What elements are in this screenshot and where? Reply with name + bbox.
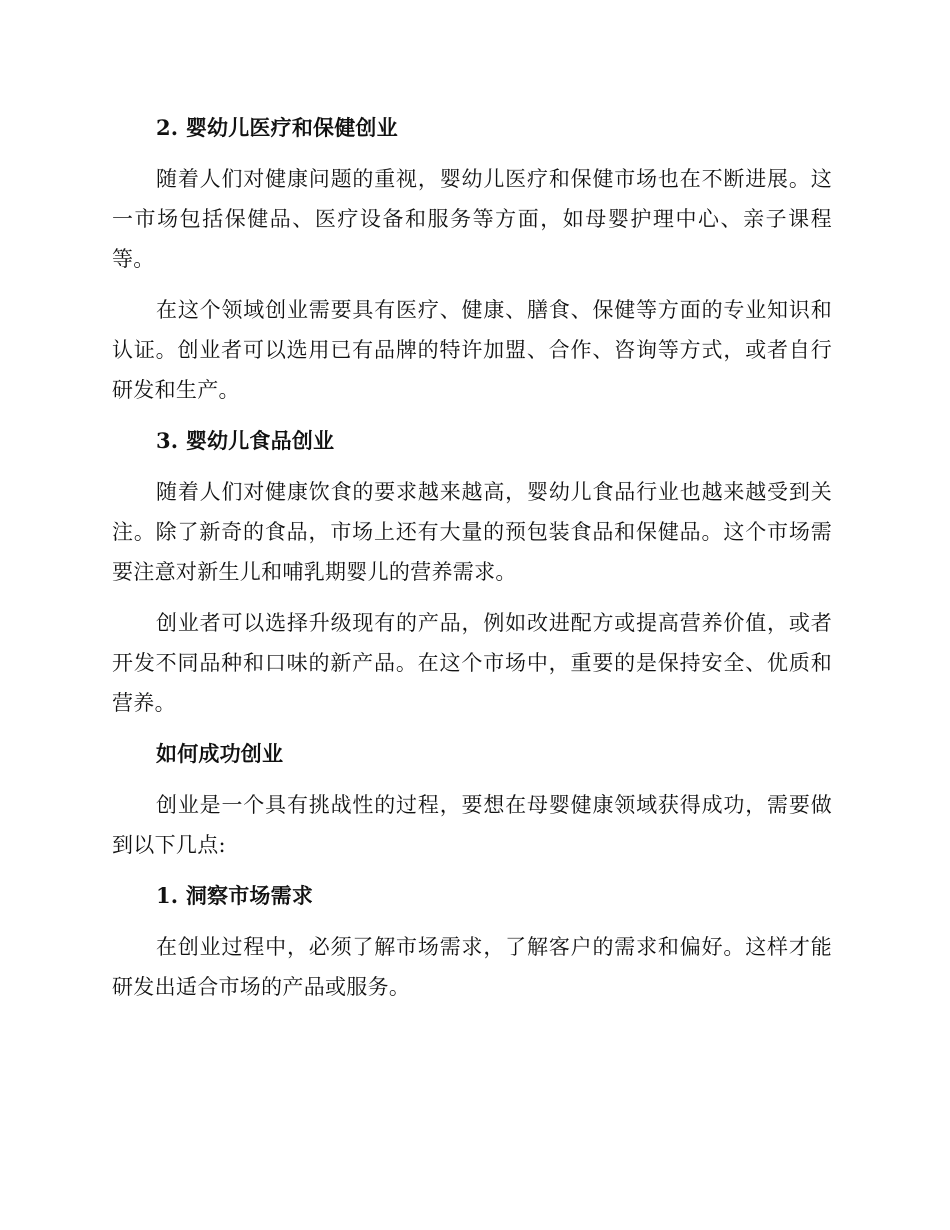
section-heading-baby-food: 3. 婴幼儿食品创业 — [156, 428, 335, 453]
paragraph: 在这个领域创业需要具有医疗、健康、膳食、保健等方面的专业知识和认证。创业者可以选用已有品牌的特许加盟、合作、咨询等方式，或者自行研发和生产。 — [112, 298, 832, 402]
paragraph: 创业是一个具有挑战性的过程，要想在母婴健康领域获得成功，需要做到以下几点: — [112, 793, 832, 857]
paragraph: 在创业过程中，必须了解市场需求，了解客户的需求和偏好。这样才能研发出适合市场的产品或服务。 — [112, 935, 832, 999]
section-heading-medical-care: 2. 婴幼儿医疗和保健创业 — [156, 115, 398, 140]
paragraph: 创业者可以选择升级现有的产品，例如改进配方或提高营养价值，或者开发不同品种和口味的新产品。在这个市场中，重要的是保持安全、优质和营养。 — [112, 611, 832, 715]
section-heading-market-insight: 1. 洞察市场需求 — [156, 883, 314, 908]
paragraph: 随着人们对健康饮食的要求越来越高，婴幼儿食品行业也越来越受到关注。除了新奇的食品，市场上还有大量的预包装食品和保健品。这个市场需要注意对新生儿和哺乳期婴儿的营养需求。 — [112, 480, 832, 584]
paragraph: 随着人们对健康问题的重视，婴幼儿医疗和保健市场也在不断进展。这一市场包括保健品、医疗设备和服务等方面，如母婴护理中心、亲子课程等。 — [112, 167, 832, 271]
section-heading-how-to-succeed: 如何成功创业 — [156, 741, 284, 766]
document-body — [112, 108, 832, 1018]
